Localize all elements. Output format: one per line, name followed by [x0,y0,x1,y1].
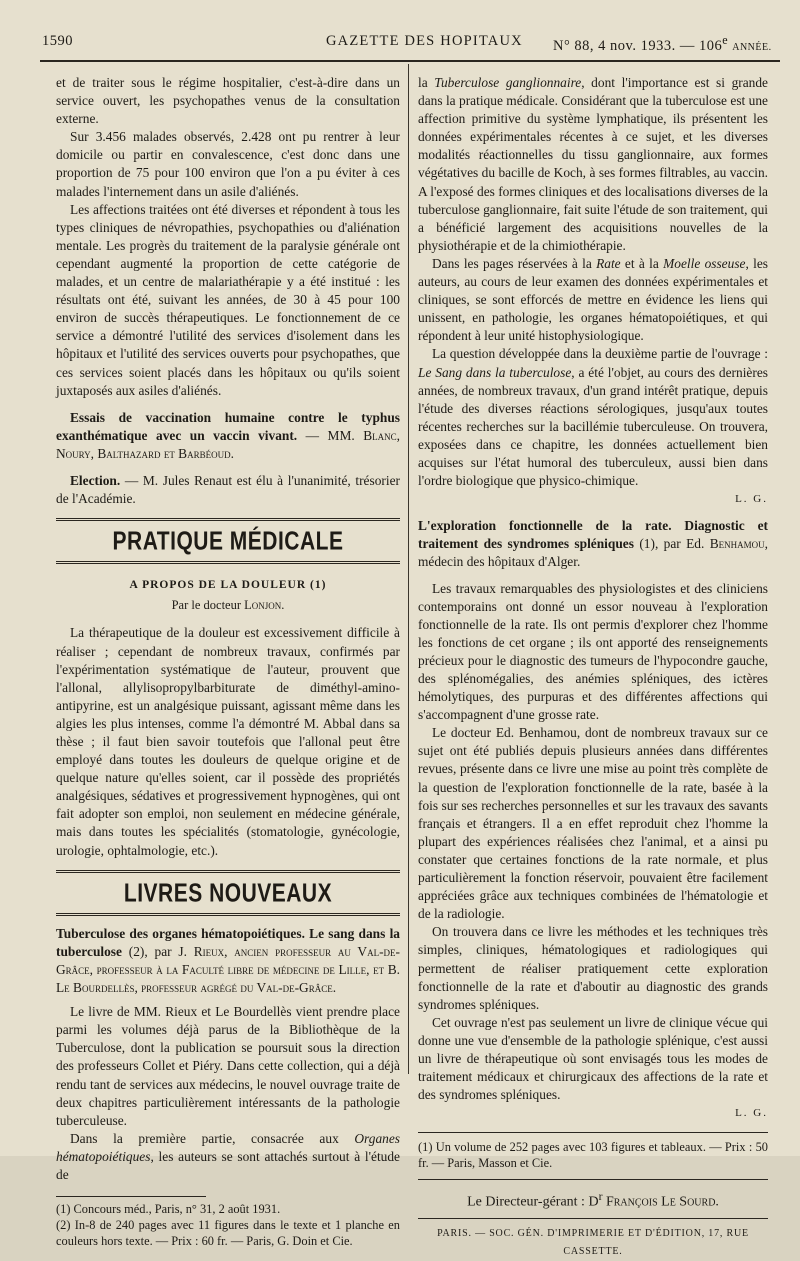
douleur-byline [56,596,400,614]
header-rule [40,60,780,62]
footnote-1: (1) Concours méd., Paris, n° 31, 2 août 1931. [56,1202,281,1217]
section-rule-top [56,518,400,521]
douleur-author-prefix: Par le docteur [171,598,245,613]
tuberculose-paragraph-1: Le livre de MM. Rieux et Le Bourdellès vient prendre place parmi les volumes déjà parus de la Bibliothèque de la Tuberculose, dont la publication se poursuit sous la direction des professeurs Collet et Piéry. Dans cette collection, qui a déjà rendu tant de services aux médecins, le nouvel ouvrage traite de deux chapitres particulièrement intéressants de la pathologie tuberculeuse. [56,1004,400,1128]
imprint-line: PARIS. — SOC. GÉN. D'IMPRIMERIE ET D'ÉDITION, 17, RUE CASSETTE. [437,1228,749,1258]
tuberculose-p2-start: Dans la première partie, consacrée aux [70,1130,355,1146]
right-footnote-rule [418,1132,768,1133]
director-prefix: Le Directeur-gérant : D [467,1195,599,1210]
right-paragraph-3 [418,345,768,490]
director-rule [418,1179,768,1180]
rate-paragraph-4: Cet ouvrage n'est pas seulement un livre de clinique vécue qui donne une vue d'ensemble de la pathologie splénique, c'est aussi un livre de thérapeutique où sont envisagés tous les modes de traitement médicaux et chirurgicaux des affections de la rate et des syndromes spléniques. [418,1014,768,1103]
p2-end: , les auteurs, au cours de leur examen des données expérimentales et cliniques, se sont efforcés de mettre en évidence les liens qui unissent, en pathologie, les organes hématopoiétiques, et qui répondent à leur unité histophysiologique. [418,255,769,344]
director-sup: r [598,1190,603,1204]
footnote-2: (2) In-8 de 240 pages avec 11 figures dans le texte et 1 planche en couleurs hors texte. — Prix : 60 fr. — Paris, G. Doin et Cie. [56,1218,400,1249]
p3-start: La question développée dans la deuxième partie de l'ouvrage : [432,346,768,362]
tuberculose-heading [56,925,400,997]
section-heading-livres: LIVRES NOUVEAUX [123,878,333,908]
column-divider [408,64,409,1074]
left-column [56,74,400,1249]
director-name: François Le Sourd. [602,1195,719,1210]
douleur-title: A PROPOS DE LA DOULEUR (1) [129,579,327,592]
rate-paragraph-2: Le docteur Ed. Benhamou, dont de nombreux travaux sur ce sujet ont été publiés depuis plusieurs années dans différentes revues, présente dans ce livre une mise au point très complète de la question de l'exploration fonctionnelle de la rate, basée à la fois sur ses recherches personnelles et sur les travaux des savants français et étrangers. Il a en effet reproduit chez l'homme la plupart des expériences réalisées chez l'animal, et a ainsi pu constater que certaines fonctions de la rate normale, et plus particulièrement la fonction réservoir, pouvaient être facilement appréciées grâce aux techniques combinées de l'hématologie et de la radiologie. [418,725,768,922]
rate-title: L'exploration fonctionnelle de la rate. Diagnostic et traitement des syndromes spléniques [418,518,768,552]
rate-heading [418,517,768,571]
vaccination-title: Essais de vaccination humaine contre le typhus exanthématique avec un vaccin vivant. [56,409,400,443]
imprint-rule [418,1218,768,1219]
p2-mid: et à la [620,255,664,271]
issue-info [553,33,772,55]
election-item [56,472,400,508]
p2-italic-moelle: Moelle osseuse [663,255,746,271]
issue-suffix: e [722,33,729,47]
intro-paragraph-3: Les affections traitées ont été diverses et répondent à tous les types cliniques de névropathies, psychopathies ou d'aliénation mentale. Les progrès du traitement de la paralysie générale ont cependant augmenté la proportion de cette catégorie de malades, et un centre de malariathérapie y a été institué : les résultats ont été, suivant les années, de 30 à 45 pour 100 environ de succès thérapeutiques. Le fonctionnement de ce service a démontré l'utilité des services d'isolement dans les hôpitaux et l'utilité des services ouverts pour psychopathes, que ces services soient placés dans les hôpitaux ou qu'ils soient juxtaposés aux asiles d'aliénés. [56,201,400,398]
rate-author: Benhamou [709,536,765,552]
footnote-rule [56,1196,206,1197]
right-footnote: (1) Un volume de 252 pages avec 103 figures et tableaux. — Prix : 50 fr. — Paris, Masson et Cie. [418,1140,768,1171]
intro-paragraph-1: et de traiter sous le régime hospitalier, c'est-à-dire dans un service ouvert, les psychopathes venus de la consultation externe. [56,75,400,127]
rate-note: (1), par Ed. [633,536,710,552]
vaccination-authors: Blanc, Noury, Balthazard et Barbéoud. [56,427,400,461]
douleur-paragraph: La thérapeutique de la douleur est excessivement difficile à réaliser ; cependant de nombreux travaux, confirmés par l'expérimentation systématique de l'auteur, prouvent que l'allonal, allylisopropylbarbiturate de diméthyl-amino-antipyrine, est un analgésique puissant, agissant même dans les algies les plus intenses, comme l'a démontré M. Abbal dans sa thèse ; il faut bien savoir toutefois que l'allonal peut être employé dans toutes les douleurs de quelque origine et de quelque nature qu'elles soient, car il possède des propriétés analgésiques, sédatives et progressivement hypnogènes, qui ont fait adopter son emploi, non seulement en médecine générale, mais dans toutes les spécialités (stomatologie, gynécologie, urologie, ophtalmologie, etc.). [56,625,400,858]
p2-italic-rate: Rate [596,255,621,271]
issue-year-label: ANNÉE. [732,41,772,53]
election-title: Election. [70,472,121,488]
tuberculose-p2-end: , les auteurs se sont attachés surtout à l'étude de [56,1148,400,1182]
p1-italic: Tuberculose ganglionnaire [434,75,582,90]
vaccination-item [56,409,400,463]
p1-end: , dont l'importance est si grande dans la pratique médicale. Considérant que la tuberculose est une affection primitive du système lymphatique, ils présentent les données expérimentales récentes à ce sujet, et les diverses modalités réactionnelles du tissu ganglionnaire, aux formes végétatives du bacille de Koch, à ses formes filtrables, au vaccin. A l'exposé des formes cliniques et des localisations diverses de la tuberculose ganglionnaire, fait suite l'étude de son traitement, qui a bénéficié largement des acquisitions nouvelles de la physiothérapie et de la chimiothérapie. [418,75,769,253]
director-line [418,1188,768,1212]
signature-1: L. G. [735,493,768,506]
p3-italic: Le Sang dans la tuberculose [418,364,572,380]
tuberculose-p2-italic: Organes hématopoiétiques [56,1130,400,1164]
intro-paragraph-2: Sur 3.456 malades observés, 2.428 ont pu rentrer à leur domicile ou partir en convalescence, c'est donc dans une proportion de 75 pour 100 environ que l'on a pu éviter à ces malades l'internement dans un asile d'aliénés. [56,129,400,199]
p1-start: la [418,75,435,90]
rate-paragraph-1: Les travaux remarquables des physiologistes et des cliniciens contemporains ont donné un essor nouveau à l'exploration fonctionnelle de la rate. Ils ont permis d'explorer chez l'homme les fonctions de cet organe ; ils ont apporté des renseignements précieux pour le diagnostic des tumeurs de l'hypocondre gauche, des splénomégalies, des anémies spléniques, des ictères hémolytiques, des purpuras et des différentes affections qui s'accompagnent d'une grosse rate. [418,580,768,723]
tuberculose-authors: Rieux, ancien professeur au Val-de-Grâce, professeur à la Faculté libre de médecine de Lille, et B. Le Bourdellès, professeur agrégé du Val-de-Grâce. [56,943,400,996]
signature-2: L. G. [735,1107,768,1120]
section-heading-pratique: PRATIQUE MÉDICALE [112,527,344,556]
douleur-author: Lonjon. [244,598,285,613]
section-rule-bottom-2 [56,913,400,916]
tuberculose-title: Tuberculose des organes hématopoiétiques. Le sang dans la tuberculose [56,925,400,959]
rate-paragraph-3: On trouvera dans ce livre les méthodes et les techniques très simples, cliniques, hématologiques et radiologiques qui permettent de réaliser pratiquement cette exploration fonctionnelle de la rate et d'aboutir au diagnostic des grands syndromes spléniques. [418,924,768,1012]
election-text: — M. Jules Renaut est élu à l'unanimité, trésorier de l'Académie. [56,472,400,507]
p3-end: , a été l'objet, au cours des dernières années, de nombreux travaux, d'un grand intérêt pratique, depuis l'étude des diverses réactions sérologiques, jusqu'aux toutes récentes recherches sur la bacillémie tuberculeuse. On trouvera, exposées dans ce chapitre, les données actuellement bien acquises sur l'état humoral des tuberculeux, aussi bien dans l'ordre biologique que physico-chimique. [418,364,768,489]
right-paragraph-2 [418,255,768,345]
rate-author-rest: , médecin des hôpitaux d'Alger. [418,536,768,570]
vaccination-separator: — MM. [297,427,364,443]
tuberculose-paragraph-2 [56,1130,400,1184]
p2-start: Dans les pages réservées à la [432,255,597,271]
right-column [418,74,768,1261]
section-rule-top-2 [56,870,400,873]
page-number: 1590 [42,33,73,49]
section-rule-bottom [56,561,400,564]
right-paragraph-1 [418,74,768,255]
journal-title: GAZETTE DES HOPITAUX [326,33,523,49]
tuberculose-note: (2), par J. [121,943,194,959]
issue-text: N° 88, 4 nov. 1933. — 106 [553,37,723,54]
